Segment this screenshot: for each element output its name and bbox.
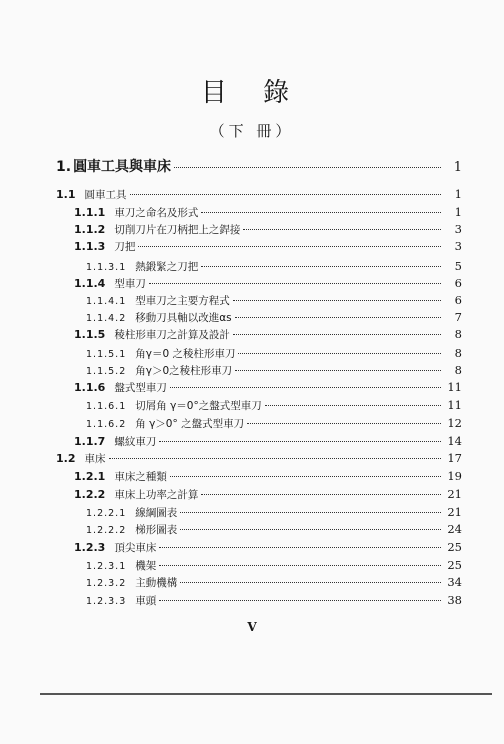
toc-page: 34: [447, 575, 462, 589]
page-number-marker: V: [247, 620, 257, 634]
toc-entry: [86, 522, 462, 538]
toc-entry: [74, 469, 462, 484]
toc-label: 角γ＞0之稜柱形車刀: [135, 365, 233, 377]
toc-page: 8: [454, 327, 462, 341]
toc-number: 1.1.5: [74, 328, 106, 341]
toc-leader: [170, 476, 441, 477]
toc-label: 盤式型車刀: [114, 382, 167, 394]
toc-entry: [86, 259, 462, 275]
toc-page: 7: [454, 310, 462, 324]
toc-page: 6: [454, 293, 462, 307]
toc-entry: [74, 380, 462, 395]
toc-page: 17: [447, 451, 462, 465]
toc-label: 車床上功率之計算: [114, 489, 199, 501]
toc-leader: [159, 600, 441, 601]
toc-number: 1.1.4: [74, 277, 106, 290]
toc-number: 1.2.3: [74, 541, 106, 554]
toc-label: 熱鍛緊之刀把: [135, 261, 199, 273]
toc-leader: [201, 494, 441, 495]
toc-entry: [86, 416, 462, 432]
toc-number: 1.1.2: [74, 223, 106, 236]
toc-label: 車刀之命名及形式: [114, 207, 199, 219]
toc-page: 3: [454, 239, 462, 253]
bottom-rule: [40, 693, 492, 695]
toc-leader: [180, 512, 441, 513]
toc-number: 1.2.2: [74, 488, 106, 501]
toc-number: 1.: [56, 159, 72, 175]
toc-number: 1.1.4.1: [86, 296, 127, 307]
toc-entry: [86, 310, 462, 326]
toc-number: 1.1.5.2: [86, 366, 127, 377]
toc-entry: [86, 398, 462, 414]
toc-page: 6: [454, 276, 462, 290]
toc-number: 1.1.6.2: [86, 419, 127, 430]
toc-leader: [159, 547, 441, 548]
toc-label: 切屑角 γ＝0°之盤式型車刀: [135, 400, 262, 412]
toc-entry: [74, 276, 462, 291]
toc-leader: [233, 334, 441, 335]
toc-leader: [149, 283, 441, 284]
toc-number: 1.2: [56, 452, 76, 465]
toc-label: 螺紋車刀: [114, 436, 157, 448]
toc-page: 8: [454, 363, 462, 377]
toc-number: 1.2.1: [74, 470, 106, 483]
toc-entry-chapter: [56, 160, 462, 175]
toc-number: 1.2.2.1: [86, 508, 127, 519]
toc-page: 8: [454, 346, 462, 360]
toc-leader: [130, 194, 442, 195]
toc-leader: [170, 387, 441, 388]
toc-leader: [233, 300, 441, 301]
toc-number: 1.1.6.1: [86, 401, 127, 412]
toc-label: 車床之種類: [114, 471, 167, 483]
toc-page: 11: [447, 380, 462, 394]
toc-page: 38: [447, 593, 462, 607]
toc-page: 12: [447, 416, 462, 430]
toc-number: 1.1.6: [74, 381, 106, 394]
toc-entry: [74, 434, 462, 449]
toc-leader: [180, 582, 441, 583]
toc-label: 刀把: [114, 241, 136, 253]
toc-label: 線綱圖表: [135, 507, 178, 519]
toc-label: 角 γ＞0° 之盤式型車刀: [135, 418, 245, 430]
toc-leader: [247, 423, 441, 424]
toc-entry: [86, 593, 462, 609]
toc-page: 11: [447, 398, 462, 412]
toc-leader: [235, 370, 441, 371]
toc-label: 圓車工具與車床: [73, 159, 172, 175]
toc-label: 切削刀片在刀柄把上之銲接: [114, 224, 241, 236]
toc-number: 1.1.3: [74, 240, 106, 253]
toc-number: 1.2.2.2: [86, 525, 127, 536]
toc-leader: [238, 353, 441, 354]
toc-label: 型車刀: [114, 278, 146, 290]
toc-page: 21: [447, 505, 462, 519]
toc-entry: [74, 205, 462, 220]
toc-label: 車頭: [135, 595, 157, 607]
toc-leader: [265, 405, 441, 406]
toc-leader: [201, 212, 441, 213]
toc-entry: [74, 540, 462, 555]
toc-entry: [86, 575, 462, 591]
toc-entry: [74, 487, 462, 502]
toc-number: 1.1: [56, 188, 76, 201]
toc-entry: [56, 187, 462, 202]
toc-number: 1.1.1: [74, 206, 106, 219]
toc-number: 1.1.7: [74, 435, 106, 448]
toc-page: 5: [454, 259, 462, 273]
toc-entry: [74, 327, 462, 342]
toc-label: 梯形圖表: [135, 524, 178, 536]
toc-label: 移動刀具軸以改進αs: [135, 312, 232, 324]
toc-page: 19: [447, 469, 462, 483]
toc-label: 機架: [135, 560, 157, 572]
toc-leader: [243, 229, 441, 230]
toc-page: 14: [447, 434, 462, 448]
toc-leader: [109, 458, 442, 459]
toc-entry: [86, 293, 462, 309]
toc-entry: [74, 222, 462, 237]
toc-leader: [180, 529, 441, 530]
toc-label: 稜柱形車刀之計算及設計: [114, 329, 230, 341]
toc-leader: [174, 167, 441, 168]
toc-page: 1: [454, 187, 462, 201]
toc-number: 1.1.3.1: [86, 262, 127, 273]
toc-page: 24: [447, 522, 462, 536]
toc-page: 1: [453, 160, 462, 175]
toc-leader: [201, 266, 441, 267]
toc-entry: [86, 363, 462, 379]
page-title: 目 錄: [200, 78, 304, 108]
toc-number: 1.2.3.1: [86, 561, 127, 572]
toc-label: 頂尖車床: [114, 542, 157, 554]
toc-entry: [56, 451, 462, 466]
toc-label: 角γ＝0 之稜柱形車刀: [135, 348, 236, 360]
toc-entry: [86, 346, 462, 362]
toc-number: 1.2.3.2: [86, 578, 127, 589]
toc-label: 車床: [84, 453, 106, 465]
toc-page: 21: [447, 487, 462, 501]
toc-leader: [159, 565, 441, 566]
toc-page: 1: [454, 205, 462, 219]
toc-number: 1.2.3.3: [86, 596, 127, 607]
toc-leader: [235, 317, 441, 318]
toc-page: 25: [447, 540, 462, 554]
toc-page: 3: [454, 222, 462, 236]
toc-label: 型車刀之主要方程式: [135, 295, 230, 307]
toc-entry: [74, 239, 462, 254]
toc-number: 1.1.4.2: [86, 313, 127, 324]
toc-leader: [138, 246, 441, 247]
toc-page: 25: [447, 558, 462, 572]
toc-leader: [159, 441, 441, 442]
toc-number: 1.1.5.1: [86, 349, 127, 360]
toc-entry: [86, 558, 462, 574]
page-subtitle: （下 冊）: [209, 122, 295, 140]
toc-label: 主動機構: [135, 577, 178, 589]
toc-entry: [86, 505, 462, 521]
toc-label: 圓車工具: [84, 189, 127, 201]
